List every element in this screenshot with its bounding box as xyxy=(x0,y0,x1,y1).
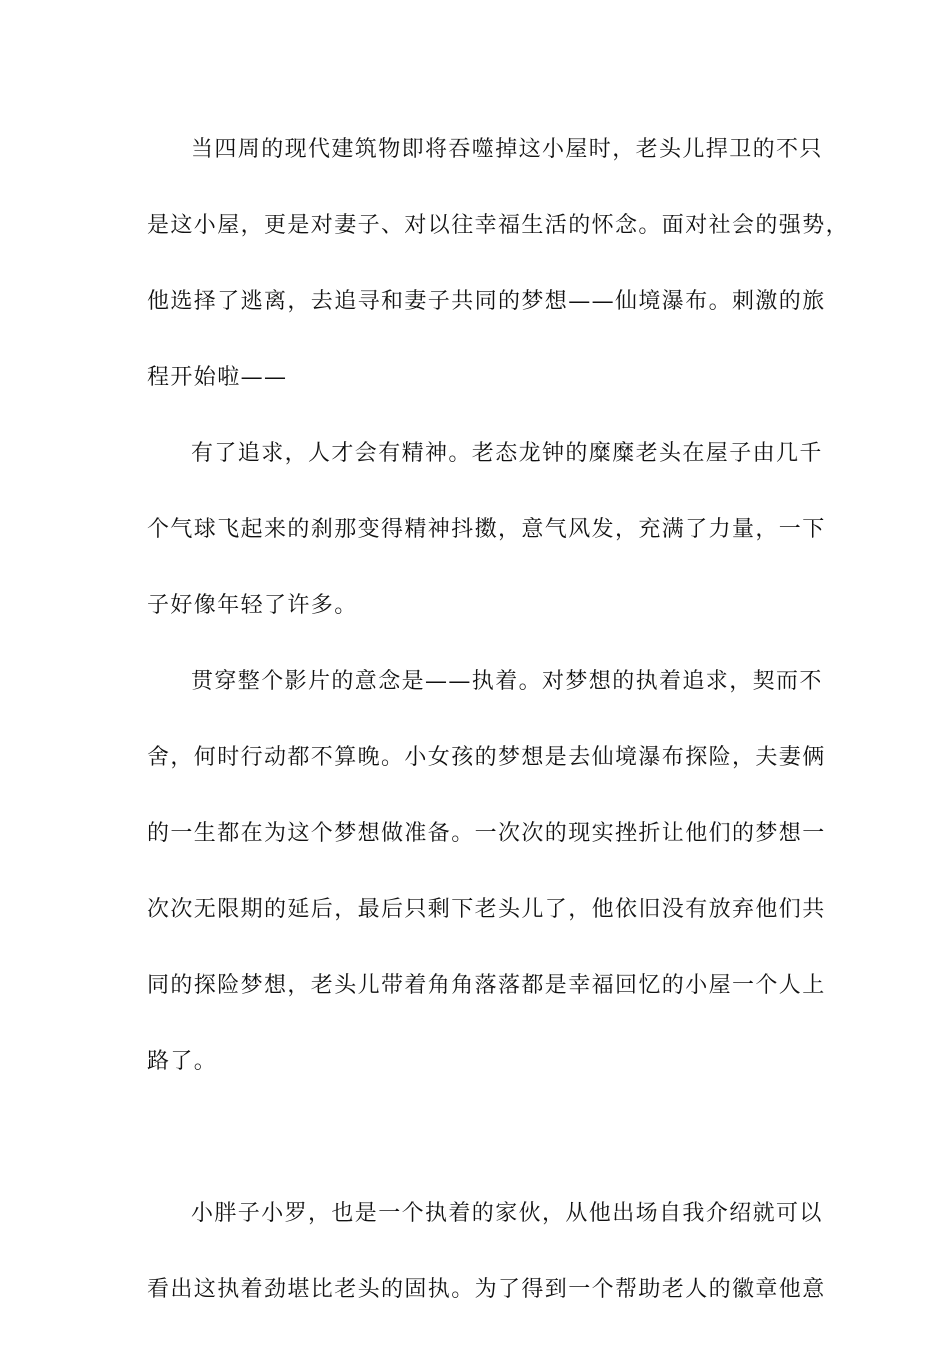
paragraph-line: 次次无限期的延后，最后只剩下老头儿了，他依旧没有放弃他们共 xyxy=(147,897,826,922)
paragraph-line: 舍，何时行动都不算晚。小女孩的梦想是去仙境瀑布探险，夫妻俩 xyxy=(147,745,826,770)
paragraph-line: 程开始啦—— xyxy=(147,365,288,390)
paragraph-line: 个气球飞起来的刹那变得精神抖擞，意气风发，充满了力量，一下 xyxy=(147,517,826,542)
paragraph-line: 小胖子小罗，也是一个执着的家伙，从他出场自我介绍就可以 xyxy=(191,1201,823,1226)
paragraph-line: 同的探险梦想，老头儿带着角角落落都是幸福回忆的小屋一个人上 xyxy=(147,973,826,998)
paragraph-line: 是这小屋，更是对妻子、对以往幸福生活的怀念。面对社会的强势， xyxy=(147,213,850,238)
paragraph-2 xyxy=(147,434,826,662)
paragraph-line: 路了。 xyxy=(147,1049,218,1074)
paragraph-line: 的一生都在为这个梦想做准备。一次次的现实挫折让他们的梦想一 xyxy=(147,821,826,846)
paragraph-line: 他选择了逃离，去追寻和妻子共同的梦想——仙境瀑布。刺激的旅 xyxy=(147,289,826,314)
paragraph-line: 子好像年轻了许多。 xyxy=(147,593,358,618)
paragraph-4 xyxy=(147,1194,826,1346)
document-body xyxy=(147,130,850,1346)
paragraph-line: 有了追求，人才会有精神。老态龙钟的糜糜老头在屋子由几千 xyxy=(191,441,823,466)
paragraph-1 xyxy=(147,130,850,434)
paragraph-line: 贯穿整个影片的意念是——执着。对梦想的执着追求，契而不 xyxy=(191,669,823,694)
paragraph-line: 看出这执着劲堪比老头的固执。为了得到一个帮助老人的徽章他意 xyxy=(147,1277,826,1302)
paragraph-3 xyxy=(147,662,826,1194)
paragraph-line xyxy=(147,1118,797,1194)
paragraph-line: 当四周的现代建筑物即将吞噬掉这小屋时，老头儿捍卫的不只 xyxy=(191,137,823,162)
